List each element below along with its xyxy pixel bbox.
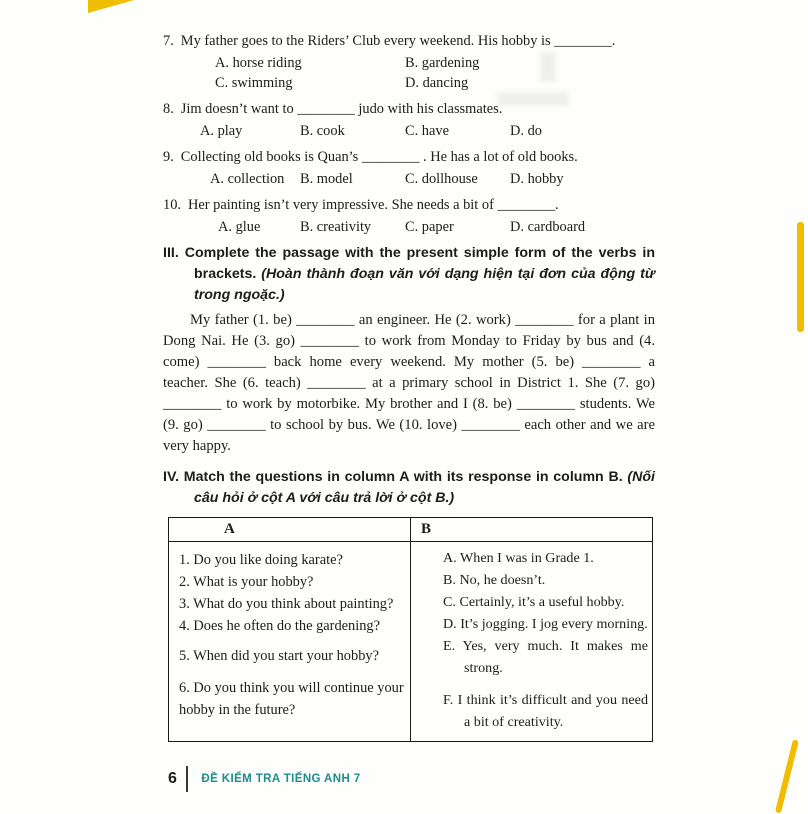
question-10 xyxy=(163,194,655,237)
options-row xyxy=(163,121,655,141)
response-item-b: B. No, he doesn’t. xyxy=(443,572,546,588)
mcq-section xyxy=(163,30,655,237)
question-item-1: 1. Do you like doing karate? xyxy=(179,552,343,568)
section-title-vi: (Hoàn thành đoạn văn với dạng hiện tại đơn của động từ trong ngoặc.) xyxy=(194,266,655,303)
response-item-d: D. It’s jogging. I jog every morning. xyxy=(443,616,648,632)
cloze-passage: My father (1. be) ________ an engineer. He (2. work) ________ for a plant in Dong Nai. He (3. go) ________ to work from Monday to Friday by bus and (4. come) ________ back home every weekend. My mother (5. be) ________ a teacher. She (6. teach) ________ at a primary school in District 1. She (7. go) ________ to work by motorbike. My brother and I (8. be) ________ students. We (9. go) ________ to school by bus. We (10. love) ________ each other and we are very happy. xyxy=(163,312,655,454)
option-c: C. have xyxy=(405,123,449,139)
question-body: Her painting isn’t very impressive. She needs a bit of ________. xyxy=(188,197,559,213)
question-number: 10. xyxy=(163,197,181,213)
option-a: A. play xyxy=(200,123,243,139)
matching-table xyxy=(168,517,653,742)
question-body: Collecting old books is Quan’s ________ . He has a lot of old books. xyxy=(180,149,578,165)
response-item-f: F. I think it’s difficult and you need a bit of creativity. xyxy=(443,692,648,730)
question-item-2: 2. What is your hobby? xyxy=(179,574,314,590)
options-row xyxy=(163,217,655,237)
question-9-text xyxy=(163,146,655,169)
option-c: C. paper xyxy=(405,219,454,235)
column-b-cell xyxy=(411,542,653,742)
scan-mark-top-left xyxy=(88,0,134,13)
response-item-e: E. Yes, very much. It makes me strong. xyxy=(443,638,648,676)
question-10-text xyxy=(163,194,655,217)
response-item-c: C. Certainly, it’s a useful hobby. xyxy=(443,594,625,610)
option-d: D. dancing xyxy=(405,75,469,91)
page-number: 6 xyxy=(168,770,177,787)
book-title: ĐỀ KIỂM TRA TIẾNG ANH 7 xyxy=(201,773,361,785)
section-title-vi: (Nối câu hỏi ở cột A với câu trả lời ở cột B.) xyxy=(194,469,655,506)
option-b: B. model xyxy=(300,171,353,187)
option-b: B. creativity xyxy=(300,219,372,235)
option-a: A. collection xyxy=(210,171,285,187)
question-number: 7. xyxy=(163,33,174,49)
section-number: IV. xyxy=(163,469,180,485)
scan-mark-right-edge xyxy=(797,222,804,332)
table-body-row xyxy=(169,542,653,742)
column-b-header: B xyxy=(411,518,653,542)
option-b: B. gardening xyxy=(405,55,480,71)
question-body: My father goes to the Riders’ Club every weekend. His hobby is ________. xyxy=(180,33,616,49)
question-9 xyxy=(163,146,655,189)
option-d: D. cardboard xyxy=(510,219,586,235)
option-c: C. swimming xyxy=(215,75,293,91)
option-b: B. cook xyxy=(300,123,345,139)
section-iv-heading xyxy=(163,467,655,509)
section-title-en: Complete the passage with the present simple form of the verbs in brackets. xyxy=(184,245,655,282)
column-a-cell xyxy=(169,542,411,742)
options-row xyxy=(163,53,655,73)
footer-divider xyxy=(186,766,189,792)
question-item-5: 5. When did you start your hobby? xyxy=(179,648,379,664)
page-content xyxy=(163,30,655,742)
section-number: III. xyxy=(163,245,179,261)
option-c: C. dollhouse xyxy=(405,171,478,187)
question-number: 9. xyxy=(163,149,174,165)
section-iii-heading xyxy=(163,243,655,306)
response-item-a: A. When I was in Grade 1. xyxy=(443,550,594,566)
question-8 xyxy=(163,98,655,141)
option-d: D. hobby xyxy=(510,171,564,187)
page-footer xyxy=(168,766,361,792)
scan-mark-bottom-right xyxy=(775,739,799,813)
option-a: A. glue xyxy=(218,219,261,235)
question-8-text xyxy=(163,98,655,121)
option-d: D. do xyxy=(510,123,542,139)
question-item-4: 4. Does he often do the gardening? xyxy=(179,618,381,634)
question-item-3: 3. What do you think about painting? xyxy=(179,596,394,612)
question-7-text xyxy=(163,30,655,53)
column-a-header: A xyxy=(169,518,411,542)
question-body: Jim doesn’t want to ________ judo with his classmates. xyxy=(180,101,503,117)
section-title-en: Match the questions in column A with its response in column B. xyxy=(183,469,623,485)
options-row xyxy=(163,169,655,189)
question-7 xyxy=(163,30,655,93)
options-row xyxy=(163,73,655,93)
table-header-row xyxy=(169,518,653,542)
option-a: A. horse riding xyxy=(215,55,302,71)
question-number: 8. xyxy=(163,101,174,117)
question-item-6: 6. Do you think you will continue your hobby in the future? xyxy=(179,680,404,718)
